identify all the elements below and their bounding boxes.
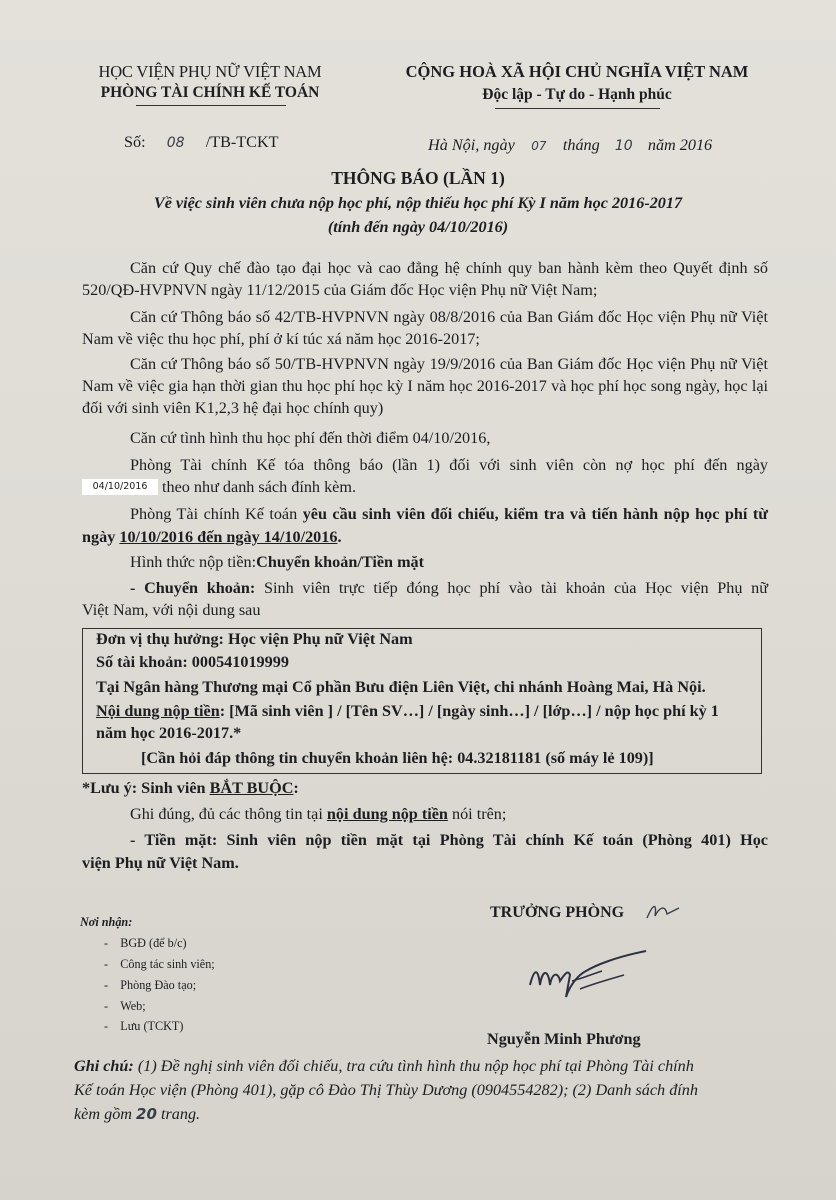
recipient-item: - Web; [104, 999, 146, 1013]
department-underline [136, 105, 286, 106]
payment-methods [130, 552, 424, 573]
number-suffix: /TB-TCKT [205, 133, 279, 151]
recipient-item-text: Công tác sinh viên; [120, 957, 215, 971]
payment-methods-label: Hình thức nộp tiền: [130, 553, 257, 571]
footer-line3 [74, 1104, 200, 1125]
p6-end: . [337, 528, 342, 546]
paragraph-5-line2: theo như danh sách đính kèm. [162, 478, 356, 496]
date-year: năm 2016 [647, 136, 713, 154]
motto: Độc lập - Tự do - Hạnh phúc [482, 86, 672, 103]
initials-mark [643, 898, 683, 924]
note-line2-b: nội dung nộp tiền [326, 805, 448, 823]
number-handwritten: 08 [166, 135, 185, 151]
notice-title: THÔNG BÁO (LẦN 1) [331, 168, 505, 188]
payment-content-format: : [Mã sinh viên ] / [Tên SV…] / [ngày sinh…] / [lớp…] / nộp học phí kỳ 1 [219, 702, 719, 720]
note-line2-c: nói trên; [451, 805, 507, 823]
org-name: HỌC VIỆN PHỤ NỮ VIỆT NAM [98, 62, 322, 81]
recipient-item: - Phòng Đào tạo; [104, 978, 197, 992]
payment-content [96, 701, 719, 722]
transfer-line [130, 578, 768, 599]
note-line2 [130, 804, 506, 825]
date-day: 07 [531, 139, 547, 153]
paragraph-4: Căn cứ tình hình thu học phí đến thời điểm 04/10/2016, [130, 429, 491, 447]
paragraph-3-text: Căn cứ Thông báo số 50/TB-HVPNVN ngày 19/9/2016 của Ban Giám đốc Học viện Phụ nữ Việt Nam về việc gia hạn thời gian thu học phí học kỳ I năm học 2016-2017 và học phí học song ngày, học lại đối với sinh viên K1,2,3 hệ đại học chính quy) [82, 355, 768, 417]
date-stamp: 04/10/2016 [82, 479, 158, 495]
recipient-item-text: Web; [120, 999, 146, 1013]
transfer-text: Sinh viên trực tiếp đóng học phí vào tài khoản của Học viện Phụ nữ [264, 579, 768, 597]
document-date [428, 136, 712, 155]
p6-dates: 10/10/2016 đến ngày 14/10/2016 [119, 528, 338, 546]
note-colon: : [293, 779, 299, 797]
account-number: Số tài khoản: 000541019999 [96, 653, 289, 671]
p6-requirement: yêu cầu sinh viên đối chiếu, kiểm tra và tiến hành nộp học phí từ ngày [82, 505, 768, 546]
note-label: *Lưu ý: Sinh viên [82, 779, 206, 797]
date-city: Hà Nội, ngày [428, 136, 515, 154]
recipient-item: - Công tác sinh viên; [104, 957, 215, 971]
bank-info-box [82, 628, 762, 774]
date-month-label: tháng [562, 136, 600, 154]
nation-name: CỘNG HOÀ XÃ HỘI CHỦ NGHĨA VIỆT NAM [405, 62, 749, 81]
transfer-label: - Chuyển khoản: [130, 579, 256, 597]
paragraph-2-text: Căn cứ Thông báo số 42/TB-HVPNVN ngày 08/8/2016 của Ban Giám đốc Học viện Phụ nữ Việt Nam về việc thu học phí, phí ở kí túc xá năm học 2016-2017; [82, 308, 768, 348]
paragraph-6 [82, 503, 768, 549]
footer-line1 [74, 1056, 694, 1077]
footer-line3-b: trang. [160, 1105, 201, 1123]
cash-line1: - Tiền mặt: Sinh viên nộp tiền mặt tại Phòng Tài chính Kế toán (Phòng 401) Học [130, 831, 768, 849]
beneficiary: Đơn vị thụ hưởng: Học viện Phụ nữ Việt Nam [96, 630, 413, 648]
cash-line2: viện Phụ nữ Việt Nam. [82, 854, 239, 872]
signer-name: Nguyễn Minh Phương [487, 1030, 641, 1048]
recipients-label: Nơi nhận: [80, 915, 133, 929]
bank-name: Tại Ngân hàng Thương mại Cổ phần Bưu điện Liên Việt, chi nhánh Hoàng Mai, Hà Nội. [96, 678, 706, 696]
number-prefix: Số: [124, 133, 146, 151]
payment-methods-value: Chuyển khoản/Tiền mặt [256, 553, 425, 571]
footer-line1-text: (1) Đề nghị sinh viên đối chiếu, tra cứu tình hình thu nộp học phí tại Phòng Tài chính [137, 1057, 694, 1075]
notice-subtitle: Về việc sinh viên chưa nộp học phí, nộp thiếu học phí Kỳ I năm học 2016-2017 [153, 194, 683, 212]
paragraph-1-text: Căn cứ Quy chế đào tạo đại học và cao đẳng hệ chính quy ban hành kèm theo Quyết định số 520/QĐ-HVPNVN ngày 11/12/2015 của Giám đốc Học viện Phụ nữ Việt Nam; [82, 259, 768, 299]
paragraph-5-line1: Phòng Tài chính Kế tóa thông báo (lần 1) đối với sinh viên còn nợ học phí đến ngày [130, 456, 768, 474]
note-required [82, 778, 299, 799]
recipient-item: - BGĐ (để b/c) [104, 936, 187, 950]
footer-line2: Kế toán Học viện (Phòng 401), gặp cô Đào Thị Thùy Dương (0904554282); (2) Danh sách đính [74, 1081, 698, 1099]
attachment-pages: 20 [136, 1105, 157, 1123]
note-required-word: BẮT BUỘC [209, 779, 294, 797]
signer-role: TRƯỞNG PHÒNG [490, 904, 625, 921]
payment-content-label: Nội dung nộp tiền [96, 702, 220, 720]
signature-mark [520, 945, 670, 1015]
p6-subject: Phòng Tài chính Kế toán [130, 505, 298, 523]
date-month: 10 [614, 138, 633, 154]
paragraph-3 [82, 353, 768, 419]
contact-info: [Cần hỏi đáp thông tin chuyển khoản liên hệ: 04.32181181 (số máy lẻ 109)] [141, 749, 654, 767]
department-name: PHÒNG TÀI CHÍNH KẾ TOÁN [100, 84, 320, 101]
document-number [124, 133, 279, 152]
payment-content-year: năm học 2016-2017.* [96, 724, 242, 742]
recipient-item-text: BGĐ (để b/c) [120, 936, 187, 950]
paragraph-2 [82, 306, 768, 350]
transfer-line2: Việt Nam, với nội dung sau [82, 601, 261, 619]
footer-line3-a: kèm gồm [74, 1105, 132, 1123]
recipient-item-text: Phòng Đào tạo; [120, 978, 197, 992]
recipient-item-text: Lưu (TCKT) [120, 1019, 184, 1033]
notice-subtitle-date: (tính đến ngày 04/10/2016) [327, 218, 509, 236]
note-line2-a: Ghi đúng, đủ các thông tin tại [130, 805, 323, 823]
recipient-item: - Lưu (TCKT) [104, 1019, 184, 1033]
footer-label: Ghi chú: [74, 1057, 134, 1075]
paragraph-1 [82, 257, 768, 301]
motto-underline [495, 108, 660, 109]
